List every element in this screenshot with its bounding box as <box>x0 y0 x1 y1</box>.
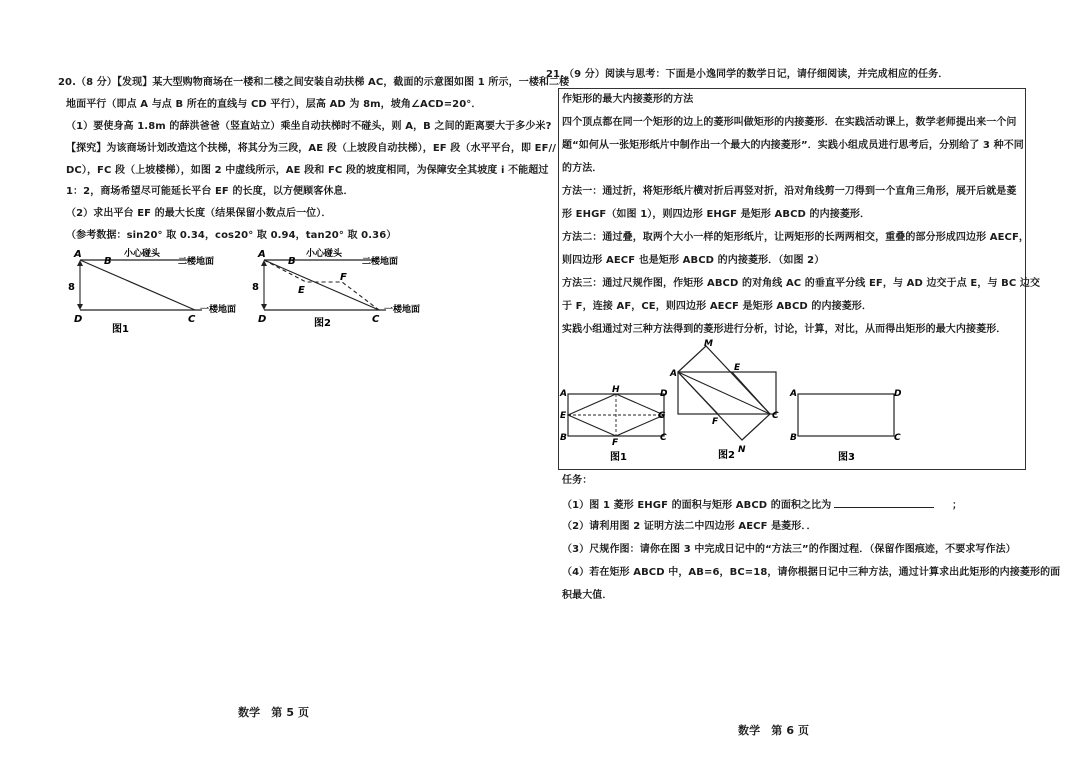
task-4-line1: （4）若在矩形 ABCD 中，AB=6，BC=18，请你根据日记中三种方法，通过计算求出此矩形的内接菱形的面 <box>562 567 1061 578</box>
label-f: F <box>712 417 719 427</box>
label-f: F <box>612 438 619 448</box>
rhombus-figure-2 <box>666 338 788 462</box>
caution-sign: 小心碰头 <box>306 249 343 259</box>
q20-line2: 地面平行（即点 A 与点 B 所在的直线与 CD 平行），层高 AD 为 8m，坡角∠ACD=20°． <box>66 99 482 110</box>
q20-line1: 20.（8 分）【发现】某大型购物商场在一楼和二楼之间安装自动扶梯 AC，截面的示意图如图 1 所示，一楼和二楼 <box>58 77 570 88</box>
q20-line5: DC），FC 段（上坡楼梯），如图 2 中虚线所示，AE 段和 FC 段的坡度相同，为保障安全其坡度 i 不能超过 <box>66 165 549 176</box>
label-b: B <box>104 256 112 267</box>
method3-line2: 于 F，连接 AF，CE，则四边形 AECF 是矩形 ABCD 的内接菱形． <box>562 301 873 312</box>
label-d: D <box>74 314 83 325</box>
floor1-label: 一楼地面 <box>200 305 237 315</box>
side-af <box>678 372 718 414</box>
label-f: F <box>340 272 347 283</box>
task-4-line2: 积最大值． <box>562 590 613 601</box>
fig3-caption: 图3 <box>838 452 855 462</box>
label-e: E <box>734 363 741 373</box>
task-3: （3）尺规作图：请你在图 3 中完成日记中的“方法三”的作图过程．（保留作图痕迹，不要求写作法） <box>562 544 1016 555</box>
diary-p1: 四个顶点都在同一个矩形的边上的菱形叫做矩形的内接菱形．在实践活动课上，数学老师提出来一个问 <box>562 117 1017 128</box>
task-label: 任务： <box>562 475 593 486</box>
method1-line1: 方法一：通过折，将矩形纸片横对折后再竖对折，沿对角线剪一刀得到一个直角三角形，展开后就是菱 <box>562 186 1017 197</box>
method1-line2: 形 EHGF（如图 1），则四边形 EHGF 是矩形 ABCD 的内接菱形． <box>562 209 871 220</box>
label-a: A <box>790 389 797 399</box>
side-ec <box>732 372 770 414</box>
diary-p3: 的方法． <box>562 163 603 174</box>
label-b: B <box>790 433 797 443</box>
label-m: M <box>704 339 713 349</box>
task-1-end: ； <box>951 500 963 511</box>
label-a: A <box>670 369 677 379</box>
rectangle-figure-3 <box>788 382 908 462</box>
height-label: 8 <box>68 282 75 293</box>
escalator-ac <box>264 260 379 310</box>
escalator-figure-1 <box>60 244 250 336</box>
label-c: C <box>660 433 667 443</box>
fig2-caption: 图2 <box>718 450 735 461</box>
label-a: A <box>560 389 567 399</box>
label-e: E <box>298 285 305 296</box>
rectangle-abcd <box>798 394 894 436</box>
label-d: D <box>258 314 267 325</box>
fig2-caption: 图2 <box>314 318 331 329</box>
floor1-label: 一楼地面 <box>384 305 421 315</box>
floor2-label: 二楼地面 <box>362 257 399 267</box>
label-a: A <box>258 249 266 260</box>
left-page-footer: 数学 第 5 页 <box>238 706 310 719</box>
q20-line4: 【探究】为该商场计划改造这个扶梯，将其分为三段，AE 段（上坡段自动扶梯），EF 段（水平平台，即 EF// <box>66 143 557 154</box>
label-c: C <box>188 314 196 325</box>
label-h: H <box>612 385 620 395</box>
label-c: C <box>372 314 380 325</box>
q21-header: 21.（9 分）阅读与思考：下面是小逸同学的数学日记，请仔细阅读，并完成相应的任务． <box>546 69 949 80</box>
diary-p4: 实践小组通过对三种方法得到的菱形进行分析，讨论，计算，对比，从而得出矩形的最大内接菱形． <box>562 324 1007 335</box>
diagonal-ac <box>678 372 770 414</box>
q20-line7: （2）求出平台 EF 的最大长度（结果保留小数点后一位）． <box>66 208 332 219</box>
fig1-caption: 图1 <box>112 324 129 335</box>
method2-line2: 则四边形 AECF 也是矩形 ABCD 的内接菱形．（如图 2） <box>562 255 825 266</box>
label-b: B <box>560 433 567 443</box>
label-c: C <box>772 411 779 421</box>
height-label: 8 <box>252 282 259 293</box>
label-c: C <box>894 433 901 443</box>
method3-line1: 方法三：通过尺规作图，作矩形 ABCD 的对角线 AC 的垂直平分线 EF，与 AD 边交于点 E，与 BC 边交 <box>562 278 1041 289</box>
escalator-figure-2 <box>244 244 434 336</box>
label-a: A <box>74 249 82 260</box>
label-e: E <box>560 411 567 421</box>
method2-line1: 方法二：通过叠，取两个大小一样的矩形纸片，让两矩形的长两两相交，重叠的部分形成四边形 AECF， <box>562 232 1030 243</box>
q20-line8: （参考数据：sin20° 取 0.34，cos20° 取 0.94，tan20° 取 0.36） <box>66 230 397 241</box>
q20-line6: 1：2，商场希望尽可能延长平台 EF 的长度，以方便顾客休息． <box>66 186 354 197</box>
label-g: G <box>658 411 666 421</box>
task-2: （2）请利用图 2 证明方法二中四边形 AECF 是菱形．． <box>562 521 817 532</box>
answer-blank[interactable] <box>834 497 934 508</box>
label-b: B <box>288 256 296 267</box>
right-page-footer: 数学 第 6 页 <box>738 724 810 737</box>
floor2-label: 二楼地面 <box>178 257 215 267</box>
caution-sign: 小心碰头 <box>124 249 161 259</box>
task-1 <box>562 497 962 513</box>
diary-p2: 题“如何从一张矩形纸片中制作出一个最大的内接菱形”．实践小组成员进行思考后，分别给了 3 种不同 <box>562 140 1024 151</box>
label-n: N <box>738 445 746 455</box>
label-d: D <box>894 389 902 399</box>
rhombus-figure-1 <box>558 382 670 462</box>
label-d: D <box>660 389 668 399</box>
task-1-text: （1）图 1 菱形 EHGF 的面积与矩形 ABCD 的面积之比为 <box>562 500 832 511</box>
fig1-caption: 图1 <box>610 452 627 462</box>
diary-title: 作矩形的最大内接菱形的方法 <box>562 94 694 105</box>
q20-line3: （1）要使身高 1.8m 的薛洪爸爸（竖直站立）乘坐自动扶梯时不碰头，则 A，B 之间的距离要大于多少米? <box>66 121 552 132</box>
escalator-ac <box>80 260 195 310</box>
